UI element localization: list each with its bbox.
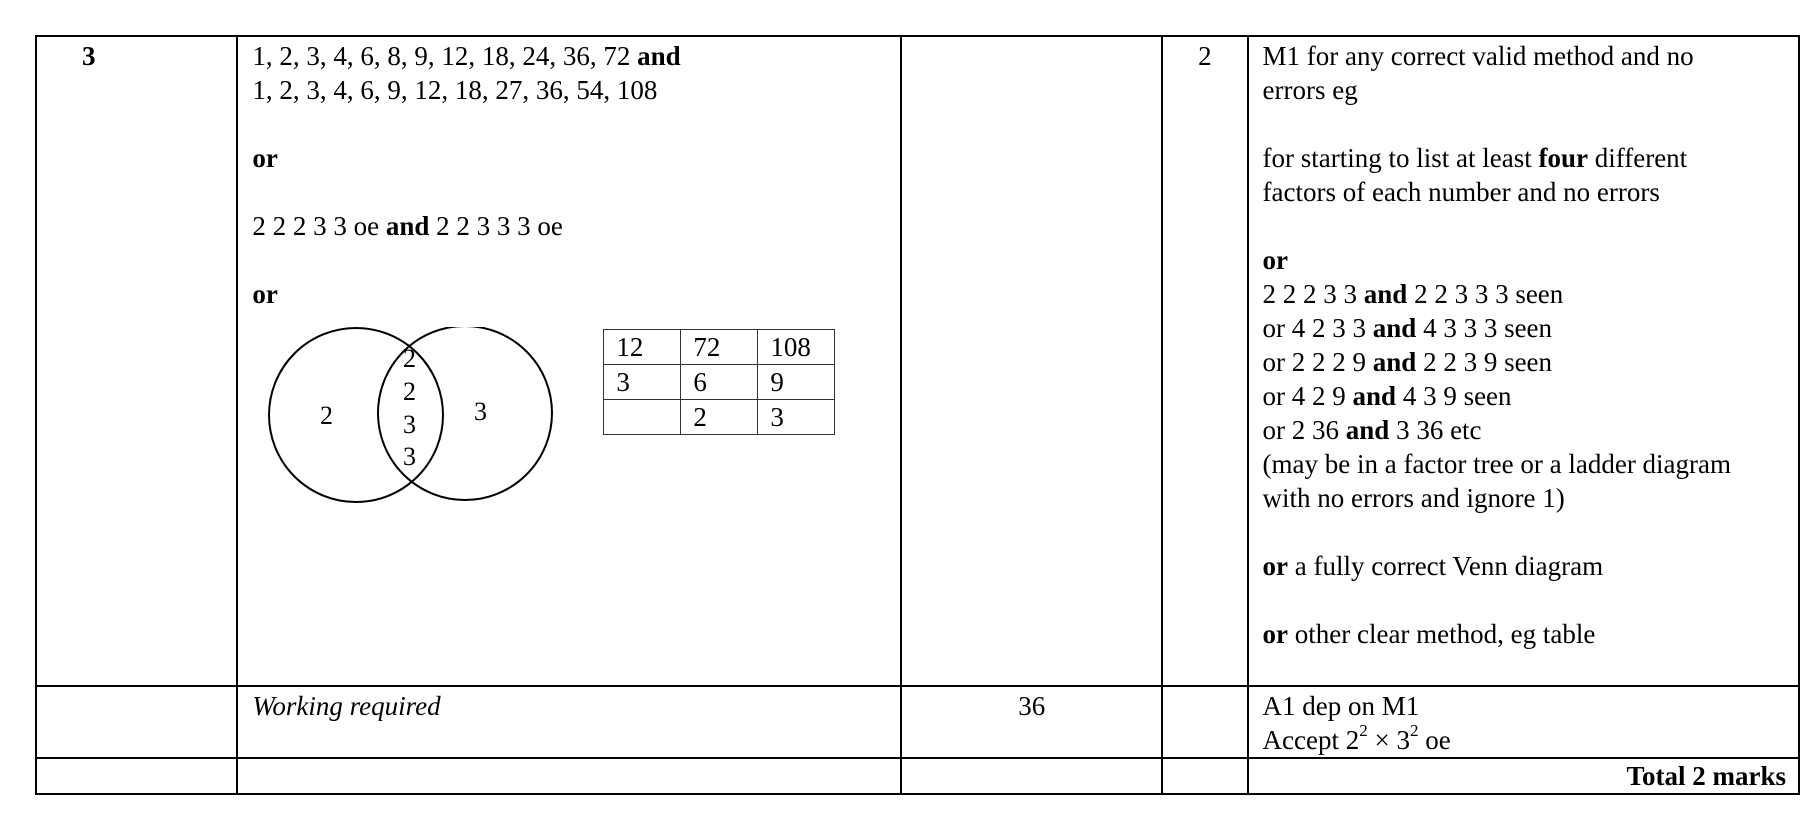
- factor-table: [603, 329, 835, 435]
- accept-line: Accept $2^2 \times 3^2$ oe: [1262, 721, 1451, 755]
- question-row: [36, 36, 1799, 686]
- final-answer: 36: [901, 686, 1162, 758]
- note-line: errors eg: [1262, 75, 1358, 105]
- note-line: factors of each number and no errors: [1262, 177, 1660, 207]
- note-line: or 4 2 9 and 4 3 9 seen: [1262, 381, 1512, 411]
- or-label: or: [252, 143, 278, 173]
- mark-cell: 2: [1162, 36, 1247, 686]
- note-line: (may be in a factor tree or a ladder diagram: [1262, 449, 1732, 479]
- venn-left-value: 2: [320, 401, 334, 430]
- note-line: or other clear method, eg table: [1262, 619, 1596, 649]
- note-line: for starting to list at least four different: [1262, 143, 1688, 173]
- note-line: A1 dep on M1: [1262, 691, 1420, 721]
- answer-value-cell: [901, 36, 1162, 686]
- or-label: or: [1262, 245, 1288, 275]
- note-line: or 2 2 2 9 and 2 2 3 9 seen: [1262, 347, 1553, 377]
- note-line: M1 for any correct valid method and no: [1262, 41, 1694, 71]
- factor-list-108: 1, 2, 3, 4, 6, 9, 12, 18, 27, 36, 54, 108: [252, 75, 658, 105]
- factor-table-row: 12 72 108: [604, 330, 835, 365]
- total-row: [36, 758, 1799, 794]
- venn-intersection-value: 3: [403, 442, 417, 471]
- factor-list-72: 1, 2, 3, 4, 6, 8, 9, 12, 18, 24, 36, 72 and: [252, 41, 681, 71]
- notes-cell: [1248, 36, 1799, 686]
- venn-diagram: [268, 327, 568, 517]
- venn-circle-left: [269, 328, 443, 502]
- prime-factors: 2 2 2 3 3 oe and 2 2 3 3 3 oe: [252, 211, 563, 241]
- question-number: 3: [36, 36, 237, 686]
- note-line: 2 2 2 3 3 and 2 2 3 3 3 seen: [1262, 279, 1564, 309]
- a1-notes: [1248, 686, 1799, 758]
- venn-right-value: 3: [474, 397, 488, 426]
- venn-intersection-value: 2: [403, 377, 417, 406]
- answer-row: [36, 686, 1799, 758]
- venn-intersection-value: 2: [403, 344, 417, 373]
- or-label: or: [252, 279, 278, 309]
- venn-intersection-value: 3: [403, 410, 417, 439]
- note-line: or 2 36 and 3 36 etc: [1262, 415, 1482, 445]
- note-line: or 4 2 3 3 and 4 3 3 3 seen: [1262, 313, 1553, 343]
- mark-scheme-table: [35, 35, 1800, 795]
- factor-table-row: 3 6 9: [604, 365, 835, 400]
- note-line: with no errors and ignore 1): [1262, 483, 1565, 513]
- total-marks: Total 2 marks: [1248, 758, 1799, 794]
- factor-table-row: 2 3: [604, 400, 835, 435]
- answer-cell: [237, 36, 901, 686]
- note-line: or a fully correct Venn diagram: [1262, 551, 1604, 581]
- working-required: Working required: [237, 686, 901, 758]
